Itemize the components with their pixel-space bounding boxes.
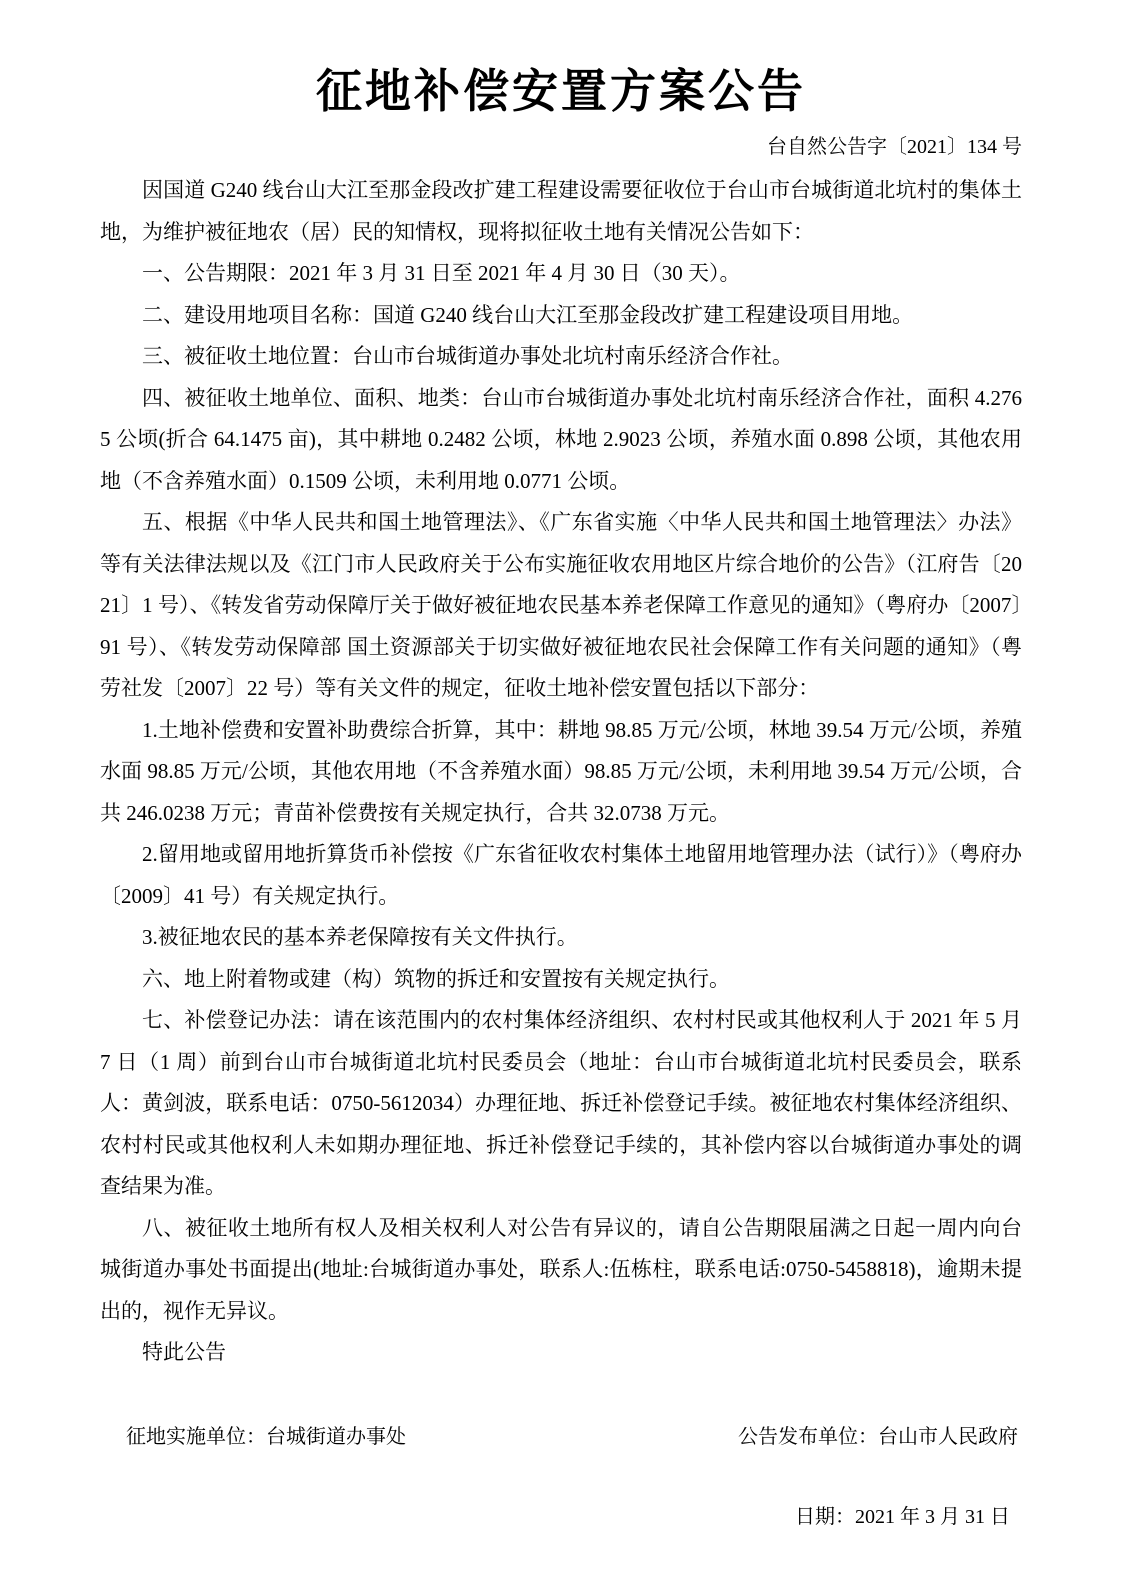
- page-title: 征地补偿安置方案公告: [316, 66, 806, 117]
- item-land-location: 三、被征收土地位置：台山市台城街道办事处北坑村南乐经济合作社。: [142, 344, 793, 368]
- item-attachments: 六、地上附着物或建（构）筑物的拆迁和安置按有关规定执行。: [142, 966, 730, 991]
- subitem-pension: 3.被征地农民的基本养老保障按有关文件执行。: [142, 925, 578, 949]
- item-registration-method: 七、补偿登记办法：请在该范围内的农村集体经济组织、农村村民或其他权利人于 2021 年 5 月 7 日（1 周）前到台山市台城街道北坑村民委员会（地址：台山市台城街道北坑村民委员会，联系人：黄剑波，联系电话：0750-5612034）办理征地、拆迁补偿登记手续。被征地农村集体经济组织、农村村民或其他权利人未如期办理征地、拆迁补偿登记手续的，其补偿内容以台城街道办事处的调查结果为准。: [100, 1008, 1022, 1198]
- footer-units: [100, 1422, 1022, 1452]
- item-notice-period: 一、公告期限：2021 年 3 月 31 日至 2021 年 4 月 30 日（30 天）。: [142, 261, 741, 285]
- subitem-reserved-land: 2.留用地或留用地折算货币补偿按《广东省征收农村集体土地留用地管理办法（试行）》（粤府办〔2009〕41 号）有关规定执行。: [100, 842, 1022, 908]
- publish-unit: 公告发布单位：台山市人民政府: [738, 1425, 1018, 1448]
- item-land-details: 四、被征收土地单位、面积、地类：台山市台城街道办事处北坑村南乐经济合作社，面积 4.2765 公顷(折合 64.1475 亩)，其中耕地 0.2482 公顷，林地 2.9023 公顷，养殖水面 0.898 公顷，其他农用地（不含养殖水面）0.1509 公顷，未利用地 0.0771 公顷。: [100, 385, 1022, 493]
- intro-paragraph: 因国道 G240 线台山大江至那金段改扩建工程建设需要征收位于台山市台城街道北坑村的集体土地，为维护被征地农（居）民的知情权，现将拟征收土地有关情况公告如下：: [100, 178, 1022, 244]
- closing-statement: 特此公告: [142, 1340, 226, 1364]
- item-legal-basis: 五、根据《中华人民共和国土地管理法》、《广东省实施〈中华人民共和国土地管理法〉办法》等有关法律法规以及《江门市人民政府关于公布实施征收农用地区片综合地价的公告》（江府告〔2021〕1 号）、《转发省劳动保障厅关于做好被征地农民基本养老保障工作意见的通知》（粤府办〔2007〕91 号）、《转发劳动保障部 国土资源部关于切实做好被征地农民社会保障工作有关问题的通知》（粤劳社发〔2007〕22 号）等有关文件的规定，征收土地补偿安置包括以下部分：: [100, 510, 1022, 700]
- item-objection: 八、被征收土地所有权人及相关权利人对公告有异议的，请自公告期限届满之日起一周内向台城街道办事处书面提出(地址:台城街道办事处，联系人:伍栋柱，联系电话:0750-5458818)，逾期未提出的，视作无异议。: [100, 1215, 1022, 1323]
- implement-unit: 征地实施单位：台城街道办事处: [126, 1425, 406, 1448]
- subitem-compensation-rates: 1.土地补偿费和安置补助费综合折算，其中：耕地 98.85 万元/公顷，林地 39.54 万元/公顷，养殖水面 98.85 万元/公顷，其他农用地（不含养殖水面）98.85 万元/公顷，未利用地 39.54 万元/公顷，合共 246.0238 万元；青苗补偿费按有关规定执行，合共 32.0738 万元。: [100, 717, 1022, 825]
- item-project-name: 二、建设用地项目名称：国道 G240 线台山大江至那金段改扩建工程建设项目用地。: [142, 302, 914, 327]
- doc-number: 台自然公告字〔2021〕134 号: [767, 136, 1022, 158]
- date-line: 日期：2021 年 3 月 31 日: [795, 1505, 1010, 1528]
- document-body: [100, 170, 1022, 1374]
